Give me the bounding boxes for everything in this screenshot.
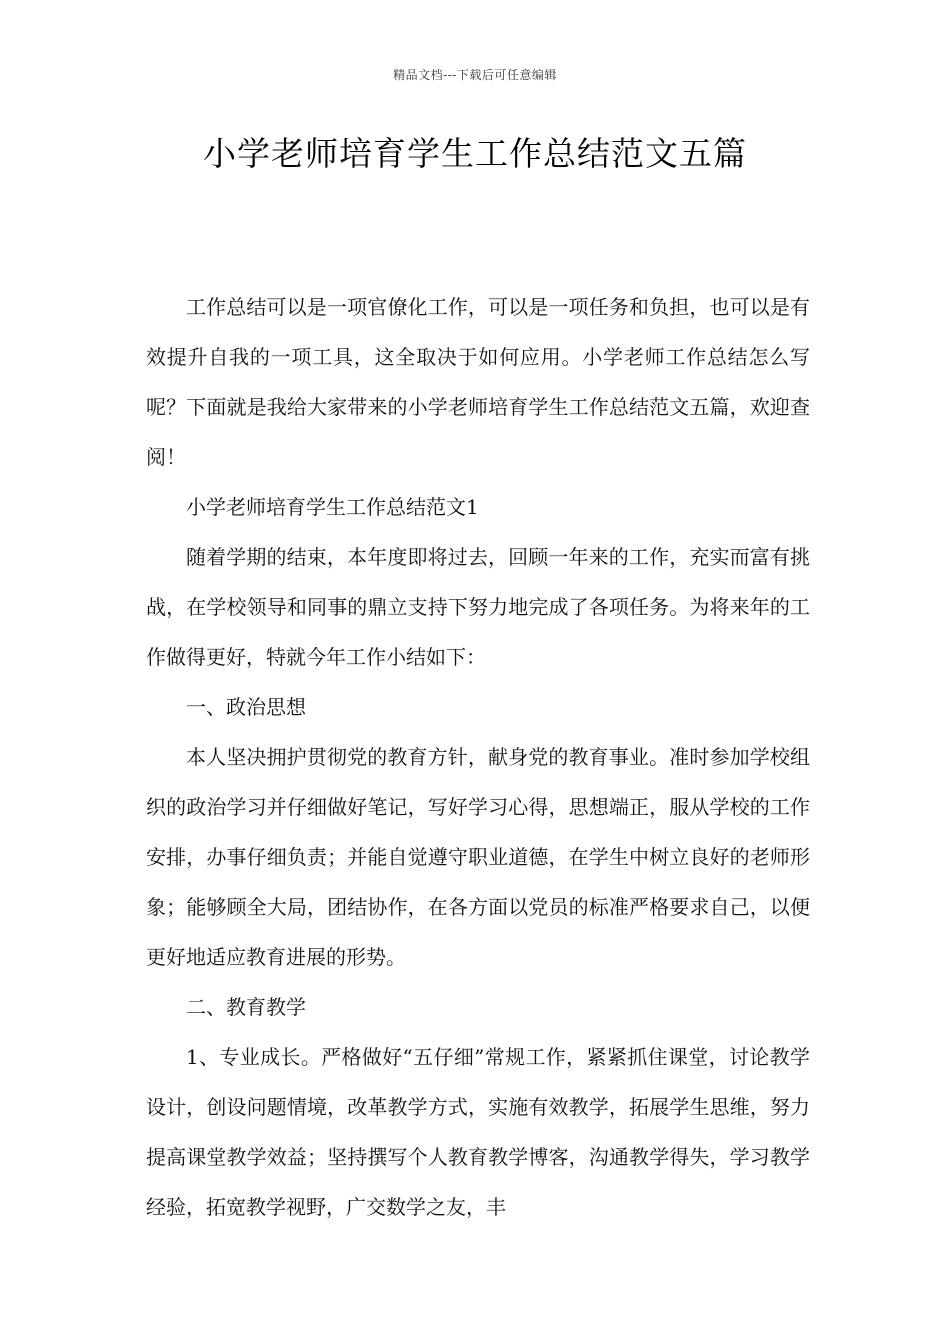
page-header-note: 精品文档---下载后可任意编辑 xyxy=(393,68,557,82)
intro-paragraph: 工作总结可以是一项官僚化工作，可以是一项任务和负担，也可以是有效提升自我的一项工具，这全取决于如何应用。小学老师工作总结怎么写呢？下面就是我给大家带来的小学老师培育学生工作总结范文五篇，欢迎查阅！ xyxy=(146,295,810,469)
body-paragraph: 1、专业成长。严格做好“五仔细”常规工作，紧紧抓住课堂，讨论教学设计，创设问题情境，改革教学方式，实施有效教学，拓展学生思维，努力提高课堂教学效益；坚持撰写个人教育教学博客，沟通教学得失，学习教学经验，拓宽教学视野，广交数学之友，丰 xyxy=(146,1045,810,1219)
document-title: 小学老师培育学生工作总结范文五篇 xyxy=(203,134,747,173)
body-paragraph: 随着学期的结束，本年度即将过去，回顾一年来的工作，充实而富有挑战，在学校领导和同事的鼎立支持下努力地完成了各项任务。为将来年的工作做得更好，特就今年工作小结如下： xyxy=(146,545,810,669)
document-body xyxy=(146,282,810,1232)
body-paragraph: 本人坚决拥护贯彻党的教育方针，献身党的教育事业。准时参加学校组织的政治学习并仔细做好笔记，写好学习心得，思想端正，服从学校的工作安排，办事仔细负责；并能自觉遵守职业道德，在学生中树立良好的老师形象；能够顾全大局，团结协作，在各方面以党员的标准严格要求自己，以便更好地适应教育进展的形势。 xyxy=(146,745,810,969)
subheading-teaching: 二、教育教学 xyxy=(186,995,306,1019)
section-heading-sample-1: 小学老师培育学生工作总结范文1 xyxy=(186,495,479,519)
subheading-politics: 一、政治思想 xyxy=(186,695,306,719)
